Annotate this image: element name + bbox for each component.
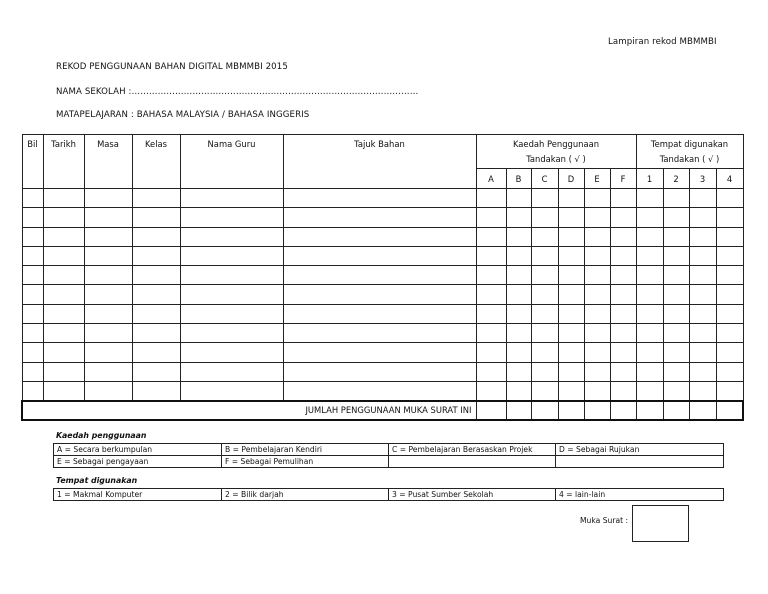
table-cell[interactable] (180, 266, 283, 285)
kaedah-code: A (476, 169, 506, 189)
total-cell[interactable] (663, 401, 689, 420)
table-cell[interactable] (180, 208, 283, 227)
table-cell[interactable] (689, 304, 716, 323)
tempat-code: 1 (636, 169, 663, 189)
table-row (22, 324, 743, 343)
table-cell[interactable] (43, 189, 84, 208)
table-cell[interactable] (663, 189, 689, 208)
table-cell[interactable] (506, 362, 531, 381)
table-cell[interactable] (663, 208, 689, 227)
table-cell[interactable] (716, 381, 743, 400)
table-cell[interactable] (689, 381, 716, 400)
col-nama-guru: Nama Guru (180, 135, 283, 189)
table-cell[interactable] (610, 343, 636, 362)
table-cell[interactable] (584, 304, 610, 323)
col-bil: Bil (22, 135, 43, 189)
table-cell[interactable] (43, 266, 84, 285)
table-cell[interactable] (132, 246, 180, 265)
col-tempat-digunakan (636, 135, 743, 169)
total-cell[interactable] (636, 401, 663, 420)
table-cell[interactable] (558, 343, 584, 362)
table-cell[interactable] (283, 227, 476, 246)
table-cell[interactable] (43, 246, 84, 265)
table-cell[interactable] (610, 246, 636, 265)
table-cell[interactable] (22, 362, 43, 381)
total-cell[interactable] (531, 401, 558, 420)
tempat-legend-title: Tempat digunakan (56, 476, 138, 485)
table-cell[interactable] (716, 208, 743, 227)
total-cell[interactable] (584, 401, 610, 420)
table-cell[interactable] (180, 189, 283, 208)
subject-line: MATAPELAJARAN : BAHASA MALAYSIA / BAHASA INGGERIS (56, 110, 310, 120)
table-cell[interactable] (689, 343, 716, 362)
col-kaedah-penggunaan (476, 135, 636, 169)
table-cell[interactable] (716, 246, 743, 265)
table-cell[interactable] (636, 189, 663, 208)
table-cell[interactable] (584, 189, 610, 208)
table-row (22, 266, 743, 285)
table-cell[interactable] (610, 324, 636, 343)
table-cell[interactable] (584, 227, 610, 246)
kaedah-code: C (531, 169, 558, 189)
table-cell[interactable] (283, 362, 476, 381)
table-cell[interactable] (476, 266, 506, 285)
table-cell[interactable] (636, 266, 663, 285)
legend-cell: C = Pembelajaran Berasaskan Projek (389, 444, 556, 456)
table-cell[interactable] (689, 285, 716, 304)
table-cell[interactable] (663, 304, 689, 323)
legend-cell: A = Secara berkumpulan (54, 444, 222, 456)
table-cell[interactable] (558, 189, 584, 208)
col-tarikh: Tarikh (43, 135, 84, 189)
attachment-label: Lampiran rekod MBMMBI (608, 37, 717, 47)
table-cell[interactable] (132, 189, 180, 208)
legend-cell: E = Sebagai pengayaan (54, 456, 222, 468)
table-cell[interactable] (531, 343, 558, 362)
table-cell[interactable] (584, 324, 610, 343)
legend-cell: 3 = Pusat Sumber Sekolah (389, 489, 556, 501)
table-cell[interactable] (689, 362, 716, 381)
col-masa: Masa (84, 135, 132, 189)
table-cell[interactable] (610, 227, 636, 246)
table-cell[interactable] (283, 189, 476, 208)
table-cell[interactable] (43, 381, 84, 400)
table-cell[interactable] (22, 343, 43, 362)
table-cell[interactable] (506, 304, 531, 323)
total-cell[interactable] (476, 401, 506, 420)
table-cell[interactable] (84, 285, 132, 304)
tempat-instruction: Tandakan ( √ ) (659, 153, 720, 164)
tempat-code: 3 (689, 169, 716, 189)
table-cell[interactable] (531, 227, 558, 246)
table-cell[interactable] (476, 246, 506, 265)
table-cell[interactable] (636, 343, 663, 362)
page-number-label: Muka Surat : (580, 516, 629, 525)
table-cell[interactable] (476, 324, 506, 343)
table-cell[interactable] (636, 227, 663, 246)
table-cell[interactable] (283, 343, 476, 362)
table-cell[interactable] (506, 324, 531, 343)
table-row (22, 343, 743, 362)
legend-cell (389, 456, 556, 468)
table-cell[interactable] (132, 304, 180, 323)
table-cell[interactable] (663, 266, 689, 285)
table-cell[interactable] (689, 227, 716, 246)
total-cell[interactable] (558, 401, 584, 420)
table-cell[interactable] (531, 208, 558, 227)
table-cell[interactable] (506, 208, 531, 227)
tempat-code: 4 (716, 169, 743, 189)
table-cell[interactable] (689, 189, 716, 208)
table-cell[interactable] (43, 227, 84, 246)
table-row (22, 362, 743, 381)
table-cell[interactable] (584, 266, 610, 285)
table-cell[interactable] (84, 227, 132, 246)
table-cell[interactable] (584, 208, 610, 227)
table-cell[interactable] (132, 324, 180, 343)
table-cell[interactable] (584, 285, 610, 304)
total-cell[interactable] (689, 401, 716, 420)
table-cell[interactable] (531, 304, 558, 323)
table-cell[interactable] (663, 227, 689, 246)
school-name-field[interactable]: NAMA SEKOLAH :……………………………………………………………………………………… (56, 87, 419, 97)
table-cell[interactable] (716, 304, 743, 323)
legend-cell: 1 = Makmal Komputer (54, 489, 222, 501)
table-cell[interactable] (476, 227, 506, 246)
table-cell[interactable] (476, 381, 506, 400)
total-row (22, 401, 743, 420)
table-cell[interactable] (22, 246, 43, 265)
table-cell[interactable] (716, 227, 743, 246)
table-cell[interactable] (506, 343, 531, 362)
table-cell[interactable] (558, 246, 584, 265)
table-cell[interactable] (283, 266, 476, 285)
table-cell[interactable] (558, 227, 584, 246)
table-cell[interactable] (506, 189, 531, 208)
table-cell[interactable] (132, 362, 180, 381)
table-cell[interactable] (531, 362, 558, 381)
table-cell[interactable] (506, 227, 531, 246)
table-cell[interactable] (22, 227, 43, 246)
table-cell[interactable] (610, 285, 636, 304)
table-cell[interactable] (610, 208, 636, 227)
table-cell[interactable] (610, 362, 636, 381)
table-cell[interactable] (22, 381, 43, 400)
kaedah-code: D (558, 169, 584, 189)
header-row (22, 135, 743, 169)
table-row (22, 189, 743, 208)
table-cell[interactable] (531, 285, 558, 304)
table-cell[interactable] (558, 266, 584, 285)
table-cell[interactable] (531, 189, 558, 208)
table-cell[interactable] (716, 343, 743, 362)
table-cell[interactable] (636, 304, 663, 323)
table-cell[interactable] (663, 246, 689, 265)
table-cell[interactable] (689, 208, 716, 227)
table-cell[interactable] (43, 304, 84, 323)
table-cell[interactable] (636, 246, 663, 265)
table-cell[interactable] (132, 381, 180, 400)
kaedah-code: E (584, 169, 610, 189)
legend-cell: B = Pembelajaran Kendiri (222, 444, 389, 456)
table-cell[interactable] (663, 324, 689, 343)
table-cell[interactable] (22, 208, 43, 227)
table-cell[interactable] (283, 381, 476, 400)
total-cell[interactable] (506, 401, 531, 420)
table-cell[interactable] (531, 246, 558, 265)
table-cell[interactable] (43, 285, 84, 304)
table-cell[interactable] (636, 285, 663, 304)
legend-cell (556, 456, 724, 468)
table-cell[interactable] (584, 362, 610, 381)
table-cell[interactable] (132, 266, 180, 285)
table-cell[interactable] (558, 324, 584, 343)
legend-cell: 4 = lain-lain (556, 489, 724, 501)
legend-cell: F = Sebagai Pemulihan (222, 456, 389, 468)
table-cell[interactable] (506, 246, 531, 265)
table-cell[interactable] (610, 381, 636, 400)
page-number-box[interactable] (632, 505, 689, 542)
table-cell[interactable] (22, 266, 43, 285)
table-cell[interactable] (43, 343, 84, 362)
table-cell[interactable] (716, 362, 743, 381)
table-cell[interactable] (22, 189, 43, 208)
table-cell[interactable] (636, 208, 663, 227)
table-cell[interactable] (558, 362, 584, 381)
table-cell[interactable] (531, 266, 558, 285)
table-cell[interactable] (558, 208, 584, 227)
table-row (22, 208, 743, 227)
table-cell[interactable] (180, 227, 283, 246)
table-row (22, 285, 743, 304)
table-cell[interactable] (180, 285, 283, 304)
legend-cell: 2 = Bilik darjah (222, 489, 389, 501)
table-cell[interactable] (132, 343, 180, 362)
table-cell[interactable] (22, 324, 43, 343)
table-cell[interactable] (43, 208, 84, 227)
legend-cell: D = Sebagai Rujukan (556, 444, 724, 456)
table-cell[interactable] (558, 285, 584, 304)
col-kelas: Kelas (132, 135, 180, 189)
kaedah-instruction: Tandakan ( √ ) (526, 153, 586, 164)
kaedah-title: Kaedah Penggunaan (512, 138, 600, 149)
table-cell[interactable] (84, 381, 132, 400)
table-cell[interactable] (84, 343, 132, 362)
document-title: REKOD PENGGUNAAN BAHAN DIGITAL MBMMBI 2015 (56, 62, 288, 72)
table-cell[interactable] (84, 208, 132, 227)
table-cell[interactable] (180, 362, 283, 381)
table-cell[interactable] (506, 285, 531, 304)
table-cell[interactable] (610, 189, 636, 208)
table-cell[interactable] (84, 189, 132, 208)
col-tajuk-bahan: Tajuk Bahan (283, 135, 476, 189)
table-cell[interactable] (584, 343, 610, 362)
table-cell[interactable] (283, 304, 476, 323)
table-cell[interactable] (636, 381, 663, 400)
table-cell[interactable] (636, 362, 663, 381)
table-cell[interactable] (663, 362, 689, 381)
table-cell[interactable] (531, 324, 558, 343)
table-cell[interactable] (584, 246, 610, 265)
table-cell[interactable] (283, 285, 476, 304)
table-cell[interactable] (663, 381, 689, 400)
table-cell[interactable] (506, 381, 531, 400)
table-row (22, 246, 743, 265)
table-cell[interactable] (716, 189, 743, 208)
table-cell[interactable] (180, 304, 283, 323)
table-cell[interactable] (716, 266, 743, 285)
usage-record-table (21, 134, 744, 421)
table-cell[interactable] (476, 362, 506, 381)
kaedah-legend-title: Kaedah penggunaan (56, 431, 147, 440)
table-cell[interactable] (22, 285, 43, 304)
table-cell[interactable] (84, 362, 132, 381)
tempat-code: 2 (663, 169, 689, 189)
table-cell[interactable] (476, 343, 506, 362)
table-row (22, 381, 743, 400)
table-cell[interactable] (476, 208, 506, 227)
kaedah-legend (53, 443, 724, 468)
table-cell[interactable] (716, 285, 743, 304)
table-row (22, 227, 743, 246)
table-cell[interactable] (476, 304, 506, 323)
kaedah-code: F (610, 169, 636, 189)
table-cell[interactable] (132, 285, 180, 304)
table-cell[interactable] (132, 227, 180, 246)
table-cell[interactable] (180, 246, 283, 265)
table-cell[interactable] (689, 246, 716, 265)
table-cell[interactable] (584, 381, 610, 400)
table-cell[interactable] (689, 266, 716, 285)
table-row (22, 304, 743, 323)
tempat-legend (53, 488, 724, 501)
kaedah-code: B (506, 169, 531, 189)
table-cell[interactable] (84, 246, 132, 265)
table-cell[interactable] (506, 266, 531, 285)
total-cell[interactable] (716, 401, 743, 420)
table-cell[interactable] (84, 266, 132, 285)
table-cell[interactable] (716, 324, 743, 343)
table-cell[interactable] (531, 381, 558, 400)
table-cell[interactable] (663, 343, 689, 362)
table-cell[interactable] (22, 304, 43, 323)
table-cell[interactable] (84, 324, 132, 343)
table-cell[interactable] (610, 304, 636, 323)
table-cell[interactable] (180, 324, 283, 343)
table-cell[interactable] (476, 285, 506, 304)
tempat-title: Tempat digunakan (650, 138, 729, 149)
table-cell[interactable] (558, 304, 584, 323)
table-cell[interactable] (84, 304, 132, 323)
table-cell[interactable] (663, 285, 689, 304)
table-cell[interactable] (689, 324, 716, 343)
table-cell[interactable] (283, 324, 476, 343)
table-cell[interactable] (43, 324, 84, 343)
table-cell[interactable] (558, 381, 584, 400)
total-cell[interactable] (610, 401, 636, 420)
table-cell[interactable] (283, 246, 476, 265)
table-cell[interactable] (180, 343, 283, 362)
table-cell[interactable] (43, 362, 84, 381)
table-cell[interactable] (283, 208, 476, 227)
table-cell[interactable] (476, 189, 506, 208)
total-label: JUMLAH PENGGUNAAN MUKA SURAT INI (22, 401, 476, 420)
table-cell[interactable] (636, 324, 663, 343)
table-cell[interactable] (132, 208, 180, 227)
table-cell[interactable] (610, 266, 636, 285)
table-cell[interactable] (180, 381, 283, 400)
